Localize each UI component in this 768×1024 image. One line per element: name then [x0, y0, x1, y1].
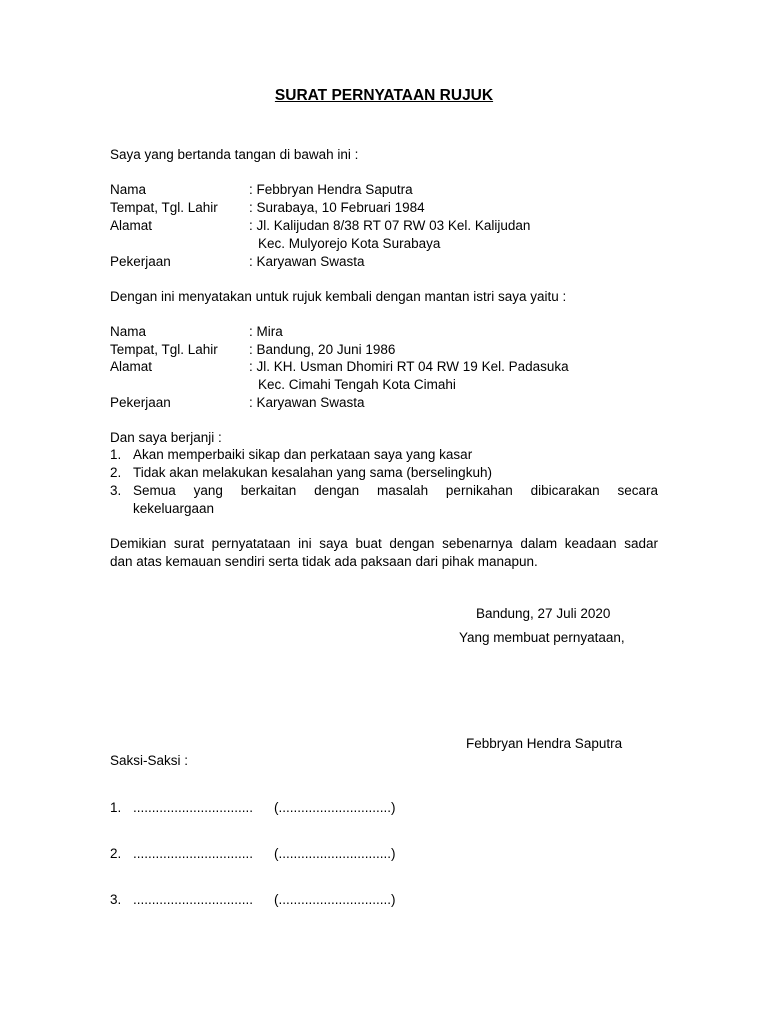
person2-alamat-label: Alamat [110, 359, 153, 374]
witness-number: 1. [110, 800, 122, 815]
witness-number: 3. [110, 892, 122, 907]
signer-name: Febbryan Hendra Saputra [466, 736, 623, 751]
signer-label: Yang membuat pernyataan, [459, 630, 625, 645]
witness-name-line: (..............................) [274, 800, 396, 815]
person2-pekerjaan-label: Pekerjaan [110, 395, 171, 410]
place-date: Bandung, 27 Juli 2020 [476, 606, 611, 621]
promise-number: 1. [110, 447, 122, 462]
document-title: SURAT PERNYATAAN RUJUK [274, 87, 494, 104]
person1-nama: : Febbryan Hendra Saputra [249, 182, 413, 197]
witness-number: 2. [110, 846, 122, 861]
person1-ttl: : Surabaya, 10 Februari 1984 [249, 200, 425, 215]
witness-name-line: (..............................) [274, 846, 396, 861]
person2-ttl-label: Tempat, Tgl. Lahir [110, 342, 218, 357]
promise-intro: Dan saya berjanji : [110, 430, 222, 445]
promise-item: Semua yang berkaitan dengan masalah pernikahan dibicarakan secara [133, 483, 658, 498]
person1-nama-label: Nama [110, 182, 147, 197]
intro-text: Saya yang bertanda tangan di bawah ini : [110, 147, 359, 162]
witness-name-line: (..............................) [274, 892, 396, 907]
witness-signature-line: ................................ [133, 892, 254, 907]
person2-ttl: : Bandung, 20 Juni 1986 [249, 342, 396, 357]
promise-number: 3. [110, 483, 122, 498]
person2-nama-label: Nama [110, 324, 147, 339]
person2-nama: : Mira [249, 324, 283, 339]
person2-alamat-line1: : Jl. KH. Usman Dhomiri RT 04 RW 19 Kel. Padasuka [249, 359, 569, 374]
witness-signature-line: ................................ [133, 800, 254, 815]
witness-title: Saksi-Saksi : [110, 753, 189, 768]
person1-ttl-label: Tempat, Tgl. Lahir [110, 200, 218, 215]
closing-paragraph-line1: Demikian surat pernyatataan ini saya buat dengan sebenarnya dalam keadaan sadar [110, 536, 658, 551]
promise-item-continued: kekeluargaan [133, 501, 215, 516]
person2-alamat-line2: Kec. Cimahi Tengah Kota Cimahi [258, 377, 456, 392]
person1-alamat-label: Alamat [110, 218, 153, 233]
closing-paragraph-line2: dan atas kemauan sendiri serta tidak ada paksaan dari pihak manapun. [110, 554, 538, 569]
person1-pekerjaan-label: Pekerjaan [110, 254, 171, 269]
promise-item: Tidak akan melakukan kesalahan yang sama (berselingkuh) [133, 465, 492, 480]
person2-pekerjaan: : Karyawan Swasta [249, 395, 365, 410]
person1-alamat-line1: : Jl. Kalijudan 8/38 RT 07 RW 03 Kel. Kalijudan [249, 218, 531, 233]
promise-item: Akan memperbaiki sikap dan perkataan saya yang kasar [133, 447, 473, 462]
statement-text: Dengan ini menyatakan untuk rujuk kembali dengan mantan istri saya yaitu : [110, 289, 567, 304]
person1-pekerjaan: : Karyawan Swasta [249, 254, 365, 269]
witness-signature-line: ................................ [133, 846, 254, 861]
person1-alamat-line2: Kec. Mulyorejo Kota Surabaya [258, 236, 441, 251]
promise-number: 2. [110, 465, 122, 480]
